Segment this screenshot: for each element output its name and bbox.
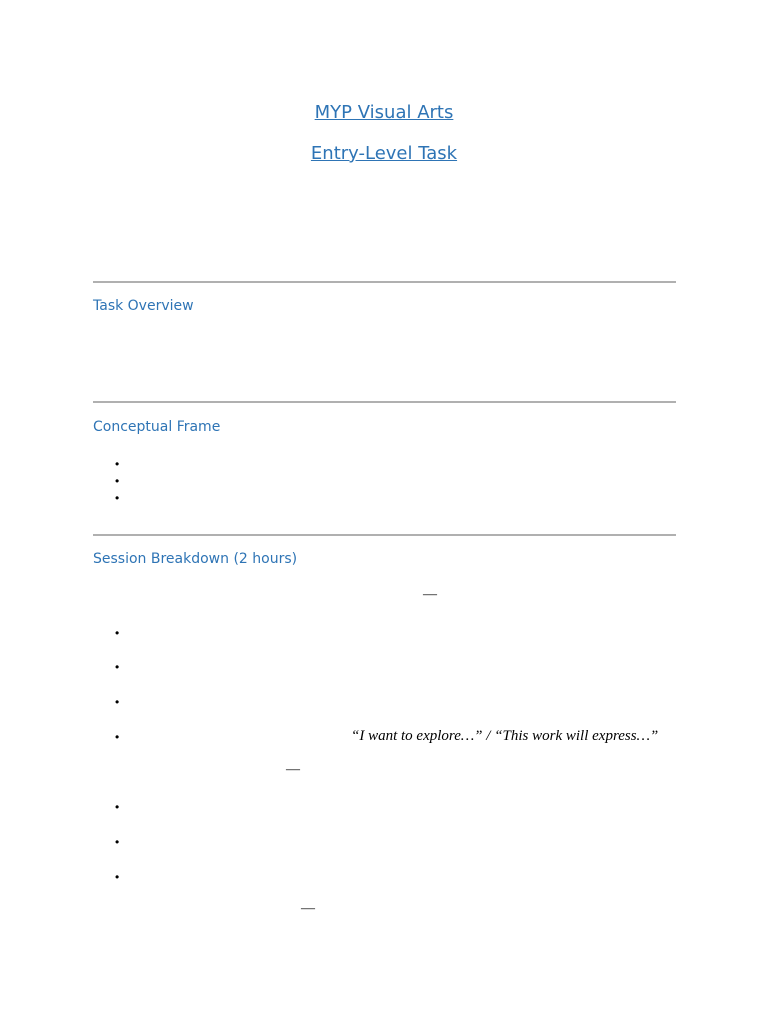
section-divider: [93, 534, 676, 536]
list-bullet: •: [115, 835, 120, 849]
list-bullet: •: [115, 474, 120, 488]
document-title: MYP Visual Arts: [314, 102, 454, 123]
heading-conceptual-frame: Conceptual Frame: [93, 419, 221, 435]
em-dash: —: [286, 762, 300, 777]
list-bullet: •: [115, 491, 120, 505]
list-bullet: •: [115, 800, 120, 814]
em-dash: —: [301, 901, 315, 916]
list-bullet: •: [115, 626, 120, 640]
list-bullet: •: [115, 870, 120, 884]
section-divider: [93, 281, 676, 283]
list-bullet: •: [115, 695, 120, 709]
section-divider: [93, 401, 676, 403]
document-subtitle: Entry-Level Task: [310, 143, 458, 164]
list-bullet: •: [115, 660, 120, 674]
list-bullet: •: [115, 457, 120, 471]
heading-session-breakdown: Session Breakdown (2 hours): [93, 551, 298, 567]
intention-quote: “I want to explore…” / “This work will express…”: [351, 728, 659, 744]
list-bullet: •: [115, 730, 120, 744]
heading-task-overview: Task Overview: [93, 298, 194, 314]
em-dash: —: [423, 587, 437, 602]
